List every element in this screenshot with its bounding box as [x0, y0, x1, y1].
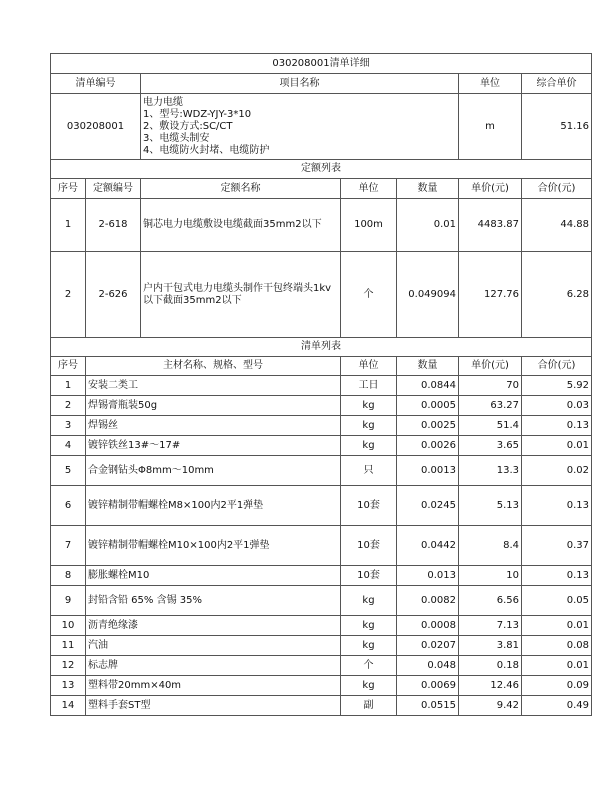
material-name: 焊锡丝 [86, 416, 341, 436]
material-unit-price: 10 [459, 566, 522, 586]
material-row [51, 486, 592, 526]
material-row [51, 416, 592, 436]
quota-seq: 2 [51, 252, 86, 338]
bill-code: 030208001 [51, 94, 141, 160]
material-total: 0.08 [522, 636, 592, 656]
material-seq: 1 [51, 376, 86, 396]
quota-total: 6.28 [522, 252, 592, 338]
material-seq: 9 [51, 586, 86, 616]
material-seq: 12 [51, 656, 86, 676]
material-unit-price: 3.65 [459, 436, 522, 456]
material-unit-price: 3.81 [459, 636, 522, 656]
material-total: 0.49 [522, 696, 592, 716]
material-row [51, 676, 592, 696]
material-total: 0.03 [522, 396, 592, 416]
material-unit-header: 单位 [341, 357, 397, 376]
material-unit: kg [341, 396, 397, 416]
quota-row [51, 252, 592, 338]
material-unit: kg [341, 436, 397, 456]
quota-name-header: 定额名称 [141, 179, 341, 199]
material-row [51, 456, 592, 486]
material-row [51, 436, 592, 456]
quota-unit: 个 [341, 252, 397, 338]
bill-unit-header: 单位 [459, 74, 522, 94]
quota-code: 2-626 [86, 252, 141, 338]
material-qty: 0.0005 [397, 396, 459, 416]
material-qty: 0.0207 [397, 636, 459, 656]
quota-name: 铜芯电力电缆敷设电缆截面35mm2以下 [141, 199, 341, 252]
material-unit: 个 [341, 656, 397, 676]
material-unit-price: 13.3 [459, 456, 522, 486]
material-unit-price: 70 [459, 376, 522, 396]
material-unit: 工日 [341, 376, 397, 396]
material-name: 封铅含铅 65% 含锡 35% [86, 586, 341, 616]
quota-name: 户内干包式电力电缆头制作干包终端头1kv以下截面35mm2以下 [141, 252, 341, 338]
material-total: 0.01 [522, 436, 592, 456]
material-total: 0.13 [522, 416, 592, 436]
material-seq: 4 [51, 436, 86, 456]
material-total: 5.92 [522, 376, 592, 396]
material-total: 0.01 [522, 656, 592, 676]
material-row [51, 566, 592, 586]
material-qty: 0.0515 [397, 696, 459, 716]
material-seq-header: 序号 [51, 357, 86, 376]
material-total-header: 合价(元) [522, 357, 592, 376]
quota-total: 44.88 [522, 199, 592, 252]
material-unit-price-header: 单价(元) [459, 357, 522, 376]
material-unit: kg [341, 586, 397, 616]
material-unit-price: 8.4 [459, 526, 522, 566]
material-seq: 6 [51, 486, 86, 526]
material-unit: kg [341, 636, 397, 656]
material-unit-price: 0.18 [459, 656, 522, 676]
material-name: 镀锌铁丝13#～17# [86, 436, 341, 456]
quota-header-row [51, 179, 592, 199]
material-seq: 2 [51, 396, 86, 416]
material-name: 塑料手套ST型 [86, 696, 341, 716]
material-name: 汽油 [86, 636, 341, 656]
quota-unit-price-header: 单价(元) [459, 179, 522, 199]
material-row [51, 586, 592, 616]
material-name: 标志牌 [86, 656, 341, 676]
quota-unit-price: 4483.87 [459, 199, 522, 252]
bill-unit: m [459, 94, 522, 160]
material-seq: 14 [51, 696, 86, 716]
material-section-title: 清单列表 [51, 338, 592, 357]
material-total: 0.01 [522, 616, 592, 636]
material-total: 0.05 [522, 586, 592, 616]
material-name: 膨胀螺栓M10 [86, 566, 341, 586]
material-seq: 11 [51, 636, 86, 656]
material-total: 0.02 [522, 456, 592, 486]
material-unit: 只 [341, 456, 397, 486]
material-total: 0.09 [522, 676, 592, 696]
material-unit-price: 12.46 [459, 676, 522, 696]
material-unit-price: 9.42 [459, 696, 522, 716]
material-qty: 0.0844 [397, 376, 459, 396]
material-unit: kg [341, 616, 397, 636]
material-row [51, 526, 592, 566]
quota-unit: 100m [341, 199, 397, 252]
quota-seq-header: 序号 [51, 179, 86, 199]
material-seq: 13 [51, 676, 86, 696]
material-seq: 3 [51, 416, 86, 436]
material-qty: 0.0082 [397, 586, 459, 616]
material-qty: 0.0008 [397, 616, 459, 636]
material-unit: 10套 [341, 566, 397, 586]
material-unit-price: 63.27 [459, 396, 522, 416]
material-seq: 5 [51, 456, 86, 486]
material-qty: 0.0025 [397, 416, 459, 436]
material-unit: 10套 [341, 526, 397, 566]
material-row [51, 656, 592, 676]
material-unit-price: 5.13 [459, 486, 522, 526]
material-row [51, 696, 592, 716]
material-total: 0.37 [522, 526, 592, 566]
page-title: 030208001清单详细 [51, 54, 592, 74]
material-header-row [51, 357, 592, 376]
material-unit: 副 [341, 696, 397, 716]
quota-unit-price: 127.76 [459, 252, 522, 338]
material-unit-price: 51.4 [459, 416, 522, 436]
quota-code-header: 定额编号 [86, 179, 141, 199]
material-unit: kg [341, 676, 397, 696]
quota-seq: 1 [51, 199, 86, 252]
material-qty: 0.013 [397, 566, 459, 586]
material-seq: 7 [51, 526, 86, 566]
quota-row [51, 199, 592, 252]
material-row [51, 636, 592, 656]
quota-code: 2-618 [86, 199, 141, 252]
material-qty: 0.0442 [397, 526, 459, 566]
bill-name-header: 项目名称 [141, 74, 459, 94]
bill-price-header: 综合单价 [522, 74, 592, 94]
material-seq: 8 [51, 566, 86, 586]
material-unit: kg [341, 416, 397, 436]
material-qty: 0.0013 [397, 456, 459, 486]
material-unit: 10套 [341, 486, 397, 526]
material-qty: 0.0026 [397, 436, 459, 456]
quota-qty: 0.01 [397, 199, 459, 252]
material-name-header: 主材名称、规格、型号 [86, 357, 341, 376]
material-total: 0.13 [522, 486, 592, 526]
material-name: 塑料带20mm×40m [86, 676, 341, 696]
material-unit-price: 7.13 [459, 616, 522, 636]
material-row [51, 396, 592, 416]
bill-price: 51.16 [522, 94, 592, 160]
material-name: 镀锌精制带帽螺栓M10×100内2平1弹垫 [86, 526, 341, 566]
material-name: 镀锌精制带帽螺栓M8×100内2平1弹垫 [86, 486, 341, 526]
material-qty-header: 数量 [397, 357, 459, 376]
material-unit-price: 6.56 [459, 586, 522, 616]
material-name: 安装二类工 [86, 376, 341, 396]
bill-name: 电力电缆 1、型号:WDZ-YJY-3*10 2、敷设方式:SC/CT 3、电缆头制安 4、电缆防火封堵、电缆防护 [141, 94, 459, 160]
quota-qty: 0.049094 [397, 252, 459, 338]
material-name: 沥青绝缘漆 [86, 616, 341, 636]
material-row [51, 376, 592, 396]
material-total: 0.13 [522, 566, 592, 586]
quota-section-title: 定额列表 [51, 160, 592, 179]
material-row [51, 616, 592, 636]
quota-qty-header: 数量 [397, 179, 459, 199]
bill-code-header: 清单编号 [51, 74, 141, 94]
material-seq: 10 [51, 616, 86, 636]
material-name: 焊锡膏瓶装50g [86, 396, 341, 416]
material-qty: 0.048 [397, 656, 459, 676]
bill-detail-table [50, 53, 592, 716]
quota-total-header: 合价(元) [522, 179, 592, 199]
material-qty: 0.0245 [397, 486, 459, 526]
material-qty: 0.0069 [397, 676, 459, 696]
material-name: 合金钢钻头Φ8mm～10mm [86, 456, 341, 486]
quota-unit-header: 单位 [341, 179, 397, 199]
